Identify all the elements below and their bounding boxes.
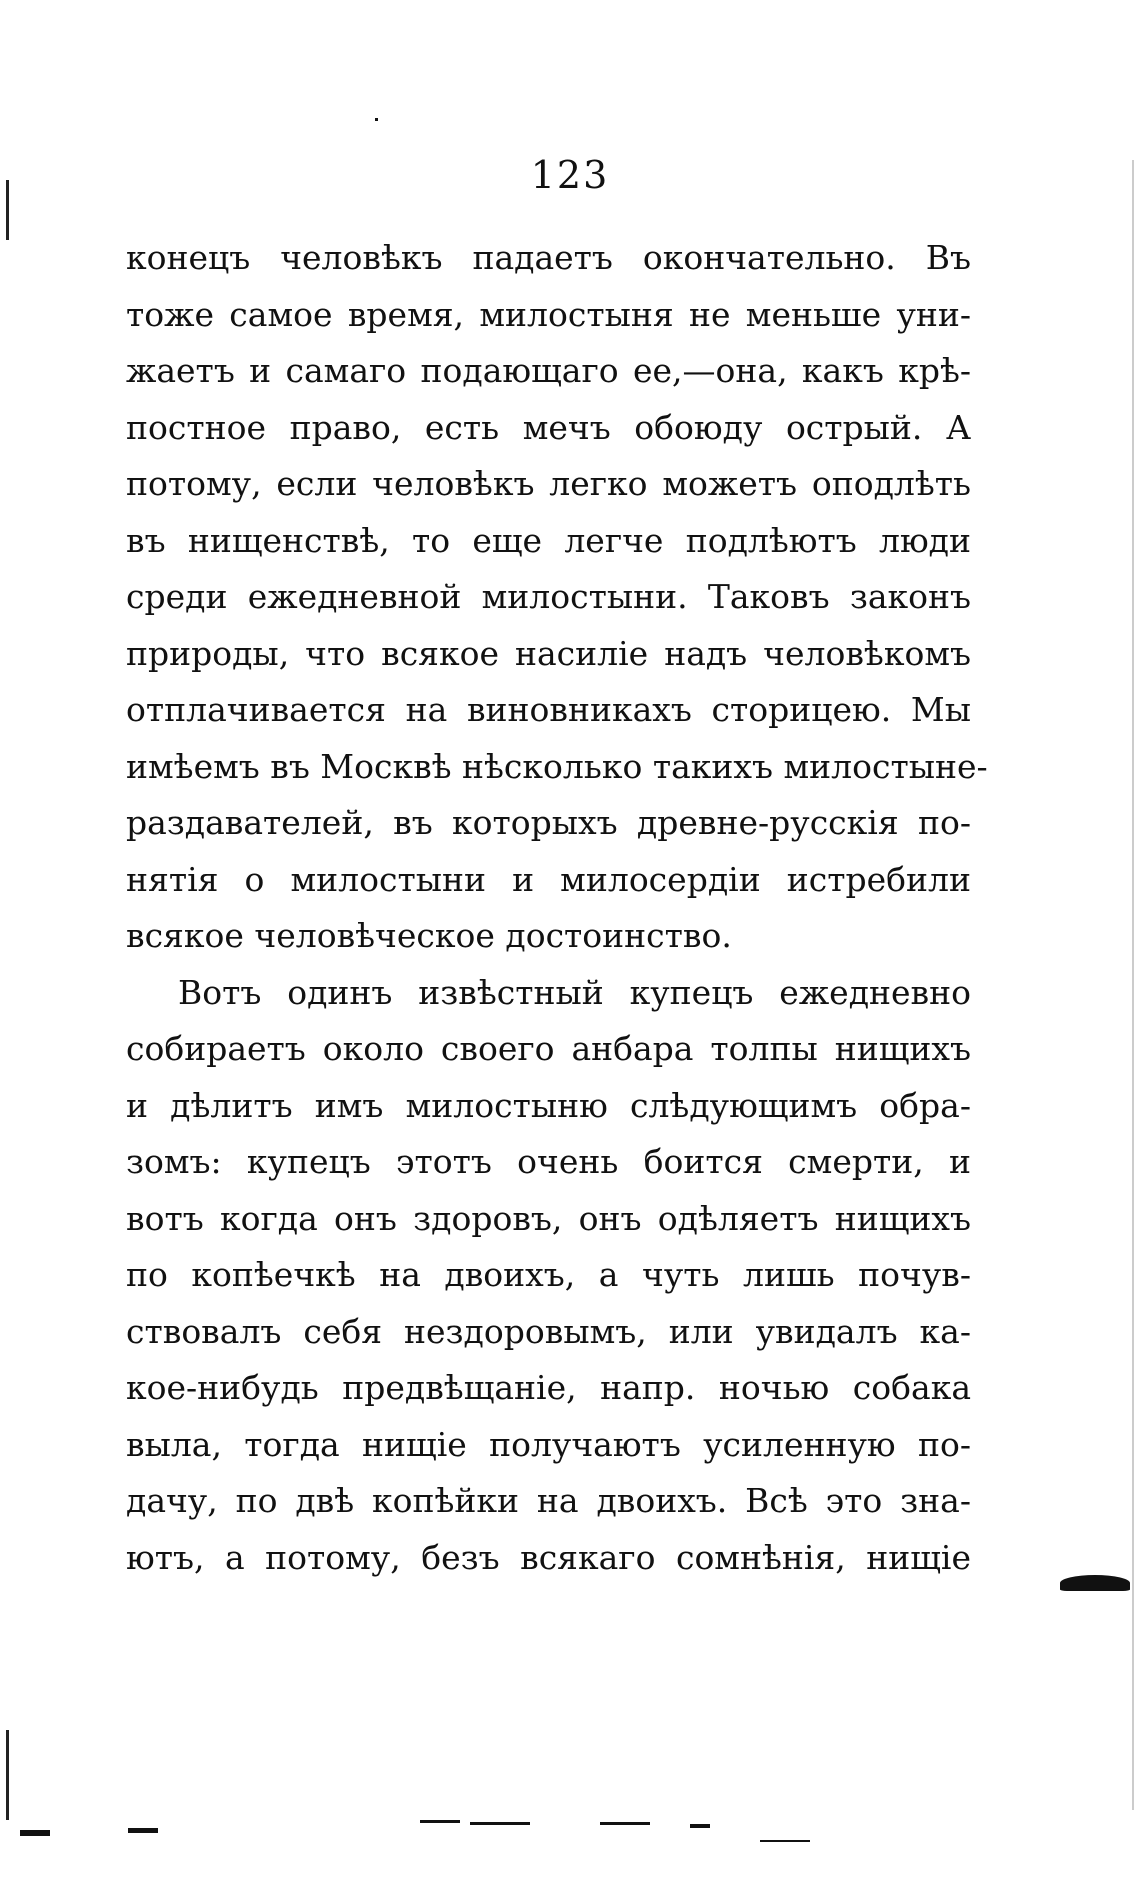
text-line: потому, если человѣкъ легко можетъ оподлѣть	[126, 464, 971, 503]
scan-dash	[690, 1824, 710, 1828]
scan-dash	[760, 1840, 810, 1842]
text-line: отплачивается на виновникахъ сторицею. Мы	[126, 690, 971, 729]
text-line: тоже самое время, милостыня не меньше уни-	[126, 294, 971, 334]
text-line: раздавателей, въ которыхъ древне-русскія по-	[126, 803, 971, 842]
ink-blot	[1060, 1575, 1130, 1591]
text-line: всякое человѣческое достоинство.	[126, 916, 732, 955]
scan-edge-mark	[6, 1730, 9, 1820]
text-line: въ нищенствѣ, то еще легче подлѣютъ люди	[126, 520, 971, 560]
paragraph-1	[126, 230, 988, 965]
scan-edge-mark	[1132, 160, 1134, 1810]
scan-dash	[420, 1820, 460, 1823]
text-line: жаетъ и самаго подающаго ее,—она, какъ крѣ-	[126, 351, 971, 390]
scan-dash	[128, 1828, 158, 1833]
text-line: конецъ человѣкъ падаетъ окончательно. Въ	[126, 238, 971, 277]
body-text	[126, 230, 988, 1586]
text-line: среди ежедневной милостыни. Таковъ законъ	[126, 577, 971, 616]
text-line: выла, тогда нищіе получаютъ усиленную по-	[126, 1424, 971, 1464]
text-line: кое-нибудь предвѣщаніе, напр. ночью собака	[126, 1368, 971, 1407]
text-line: дачу, по двѣ копѣйки на двоихъ. Всѣ это зна-	[126, 1481, 971, 1520]
text-line: и дѣлитъ имъ милостыню слѣдующимъ обра-	[126, 1085, 971, 1125]
text-line: природы, что всякое насиліе надъ человѣкомъ	[126, 633, 971, 673]
scan-edge-mark	[6, 180, 9, 240]
text-line: ствовалъ себя нездоровымъ, или увидалъ ка-	[126, 1311, 971, 1351]
text-line: по копѣечкѣ на двоихъ, а чуть лишь почув-	[126, 1255, 971, 1294]
text-line: имѣемъ въ Москвѣ нѣсколько такихъ милостыне-	[126, 746, 988, 786]
scan-dash	[600, 1822, 650, 1825]
scan-dash	[20, 1830, 50, 1836]
text-line: собираетъ около своего анбара толпы нищихъ	[126, 1029, 971, 1068]
text-line: ютъ, а потому, безъ всякаго сомнѣнія, нищіе	[126, 1537, 971, 1577]
scan-dot	[375, 118, 378, 121]
paragraph-2	[126, 965, 971, 1587]
text-line: постное право, есть мечъ обоюду острый. А	[126, 407, 971, 447]
text-line: вотъ когда онъ здоровъ, онъ одѣляетъ нищихъ	[126, 1198, 971, 1238]
page-number: 123	[530, 153, 610, 197]
text-line: нятія о милостыни и милосердіи истребили	[126, 859, 971, 899]
text-line: зомъ: купецъ этотъ очень боится смерти, и	[126, 1142, 971, 1181]
scan-dash	[470, 1822, 530, 1825]
text-line: Вотъ одинъ извѣстный купецъ ежедневно	[178, 972, 971, 1012]
